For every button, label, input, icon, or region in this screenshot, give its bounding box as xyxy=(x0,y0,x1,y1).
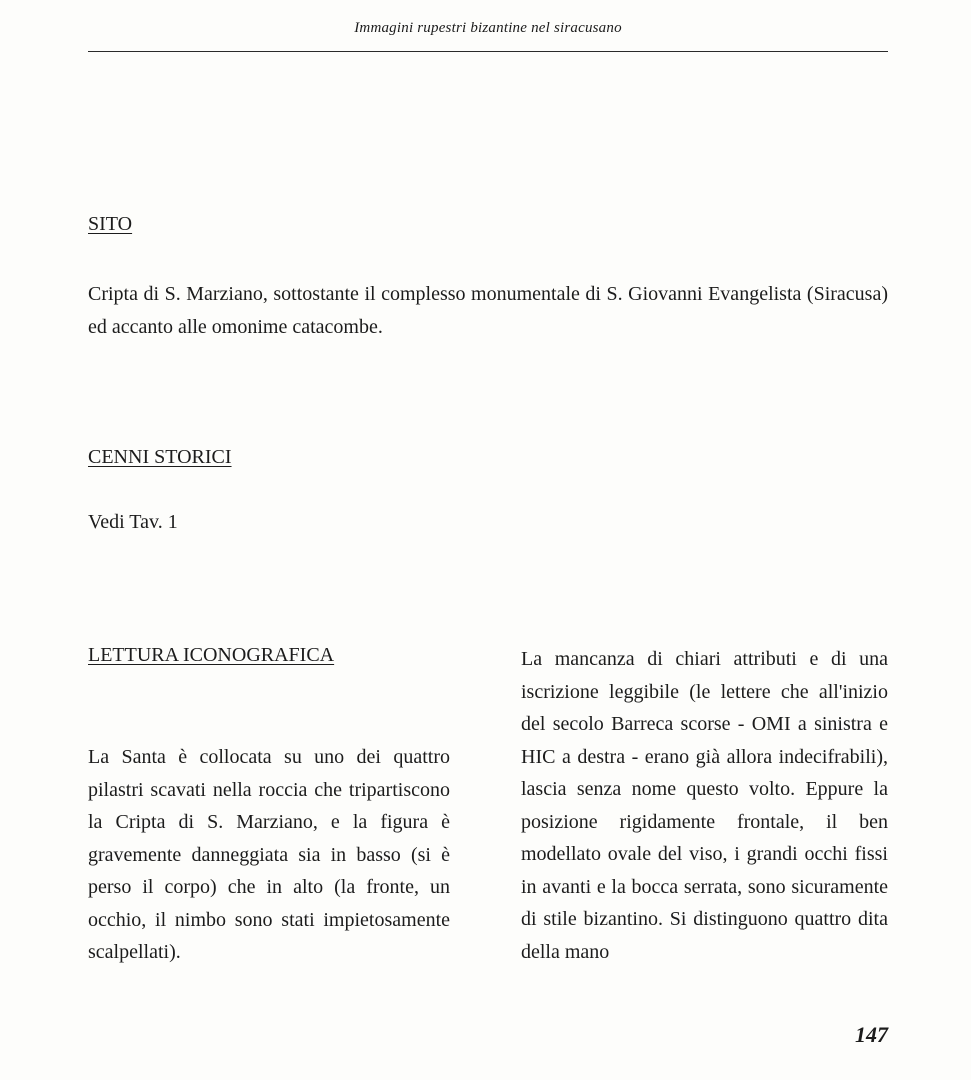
cenni-storici-paragraph: Vedi Tav. 1 xyxy=(88,511,178,533)
heading-lettura-iconografica: LETTURA ICONOGRAFICA xyxy=(88,644,335,666)
header-rule xyxy=(88,51,888,52)
right-column-paragraph: La mancanza di chiari attributi e di una iscrizione leggibile (le lettere che all'inizio del secolo Barreca scorse - OMI a sinistra e HIC a destra - erano già allora indecifrabili), lascia senza nome questo volto. Eppure la posizione rigidamente frontale, il ben modellato ovale del viso, i grandi occhi fissi in avanti e la bocca serrata, sono sicuramente di stile bizantino. Si distinguono quattro dita della mano xyxy=(521,648,888,963)
heading-cenni-storici: CENNI STORICI xyxy=(88,446,232,468)
heading-sito: SITO xyxy=(88,213,133,235)
page-number: 147 xyxy=(855,1022,888,1047)
sito-paragraph: Cripta di S. Marziano, sottostante il complesso monumentale di S. Giovanni Evangelista (Siracusa) ed accanto alle omonime catacombe. xyxy=(88,283,888,338)
running-header: Immagini rupestri bizantine nel siracusano xyxy=(354,20,622,36)
left-column-paragraph: La Santa è collocata su uno dei quattro pilastri scavati nella roccia che tripartiscono la Cripta di S. Marziano, e la figura è gravemente danneggiata sia in basso (si è perso il corpo) che in alto (la fronte, un occhio, il nimbo sono stati impietosamente scalpellati). xyxy=(88,746,450,963)
